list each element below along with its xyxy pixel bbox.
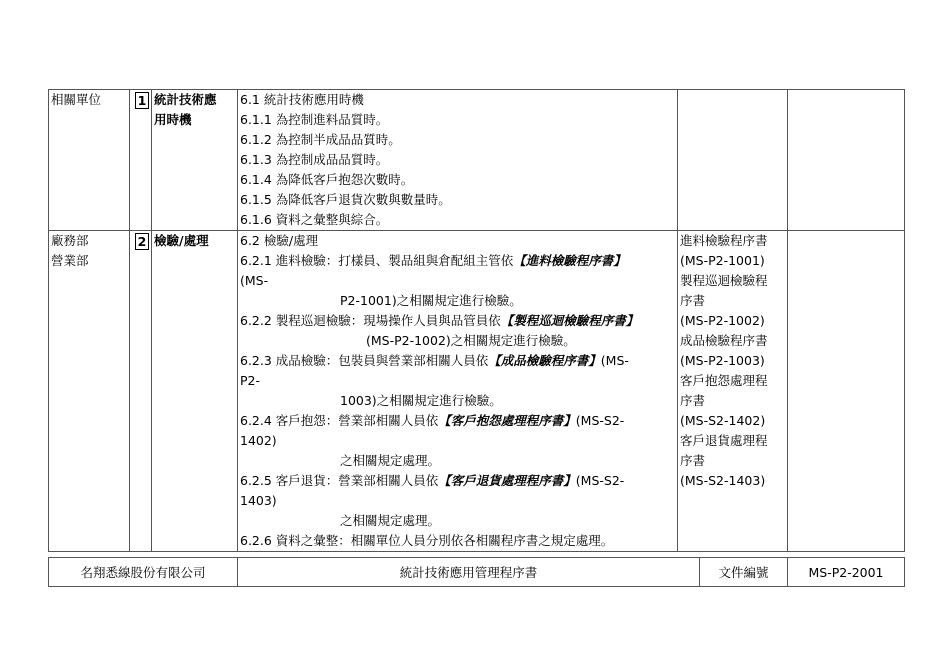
- reference-line: (MS-S2-1403): [680, 473, 766, 488]
- reference-line: 序書: [680, 453, 706, 468]
- reference-line: 客戶退貨處理程: [680, 433, 768, 448]
- content-line: 1403): [240, 493, 277, 508]
- reference-cell: [678, 231, 788, 552]
- content-line: 之相關規定處理。: [340, 513, 441, 528]
- procedure-table: [48, 89, 905, 552]
- table-row: [49, 231, 905, 552]
- step-number-cell: [130, 231, 152, 552]
- remarks-cell: [788, 90, 905, 231]
- reference-line: 成品檢驗程序書: [680, 333, 768, 348]
- reference-cell: [678, 90, 788, 231]
- content-line: P2-1001)之相關規定進行檢驗。: [340, 293, 522, 308]
- content-cell: [238, 231, 678, 552]
- reference-line: (MS-P2-1002): [680, 313, 765, 328]
- step-number: 2: [135, 233, 149, 250]
- footer-row: [49, 558, 905, 587]
- content-line: 之相關規定處理。: [340, 453, 441, 468]
- content-line: P2-: [240, 373, 261, 388]
- reference-line: 客戶抱怨處理程: [680, 373, 768, 388]
- document-title: 統計技術應用管理程序書: [238, 558, 700, 587]
- document-number: MS-P2-2001: [788, 558, 905, 587]
- item-title-line: 統計技術應: [154, 92, 217, 107]
- document-footer: [48, 557, 905, 587]
- content-cell: [238, 90, 678, 231]
- dept-label: 相關單位: [51, 92, 102, 107]
- dept-label: 廠務部: [51, 233, 89, 248]
- reference-line: (MS-P2-1003): [680, 353, 765, 368]
- document-number-label: 文件編號: [700, 558, 788, 587]
- content-line: 6.1.3 為控制成品品質時。: [240, 152, 389, 167]
- content-line: 6.1 統計技術應用時機: [240, 92, 364, 107]
- item-cell: [152, 231, 238, 552]
- content-line: 6.2.1 進料檢驗：打樣員、製品組與倉配組主管依【進料檢驗程序書】: [240, 253, 626, 268]
- item-title-line: 用時機: [154, 112, 192, 127]
- reference-line: 序書: [680, 393, 706, 408]
- procedure-reference: 【成品檢驗程序書】: [488, 353, 601, 368]
- content-line: 6.1.4 為降低客戶抱怨次數時。: [240, 172, 414, 187]
- content-line: 6.2.4 客戶抱怨：營業部相關人員依【客戶抱怨處理程序書】(MS-S2-: [240, 413, 625, 428]
- procedure-reference: 【客戶抱怨處理程序書】: [438, 413, 576, 428]
- content-line: 1402): [240, 433, 277, 448]
- item-title-line: 檢驗/處理: [154, 233, 209, 248]
- step-number: 1: [135, 92, 149, 109]
- item-cell: [152, 90, 238, 231]
- procedure-reference: 【進料檢驗程序書】: [513, 253, 626, 268]
- content-line: 6.2 檢驗/處理: [240, 233, 319, 248]
- content-line: (MS-: [240, 273, 269, 288]
- content-line: 6.2.5 客戶退貨：營業部相關人員依【客戶退貨處理程序書】(MS-S2-: [240, 473, 625, 488]
- content-line: 1003)之相關規定進行檢驗。: [340, 393, 502, 408]
- step-number-cell: [130, 90, 152, 231]
- reference-line: (MS-S2-1402): [680, 413, 766, 428]
- dept-label: 營業部: [51, 253, 89, 268]
- content-line: 6.1.5 為降低客戶退貨次數與數量時。: [240, 192, 451, 207]
- procedure-reference: 【客戶退貨處理程序書】: [438, 473, 576, 488]
- reference-line: (MS-P2-1001): [680, 253, 765, 268]
- content-line: (MS-P2-1002)之相關規定進行檢驗。: [366, 333, 576, 348]
- content-line: 6.2.6 資料之彙整：相關單位人員分別依各相關程序書之規定處理。: [240, 533, 614, 548]
- content-line: 6.1.1 為控制進料品質時。: [240, 112, 389, 127]
- content-line: 6.2.2 製程巡迴檢驗：現場操作人員與品管員依【製程巡迴檢驗程序書】: [240, 313, 639, 328]
- dept-cell: [49, 231, 130, 552]
- reference-line: 序書: [680, 293, 706, 308]
- dept-cell: [49, 90, 130, 231]
- company-name: 名翔悉線股份有限公司: [49, 558, 238, 587]
- remarks-cell: [788, 231, 905, 552]
- content-line: 6.1.6 資料之彙整與綜合。: [240, 212, 389, 227]
- content-line: 6.2.3 成品檢驗：包裝員與營業部相關人員依【成品檢驗程序書】(MS-: [240, 353, 629, 368]
- reference-line: 製程巡迴檢驗程: [680, 273, 768, 288]
- procedure-reference: 【製程巡迴檢驗程序書】: [500, 313, 639, 328]
- table-row: [49, 90, 905, 231]
- content-line: 6.1.2 為控制半成品品質時。: [240, 132, 401, 147]
- reference-line: 進料檢驗程序書: [680, 233, 768, 248]
